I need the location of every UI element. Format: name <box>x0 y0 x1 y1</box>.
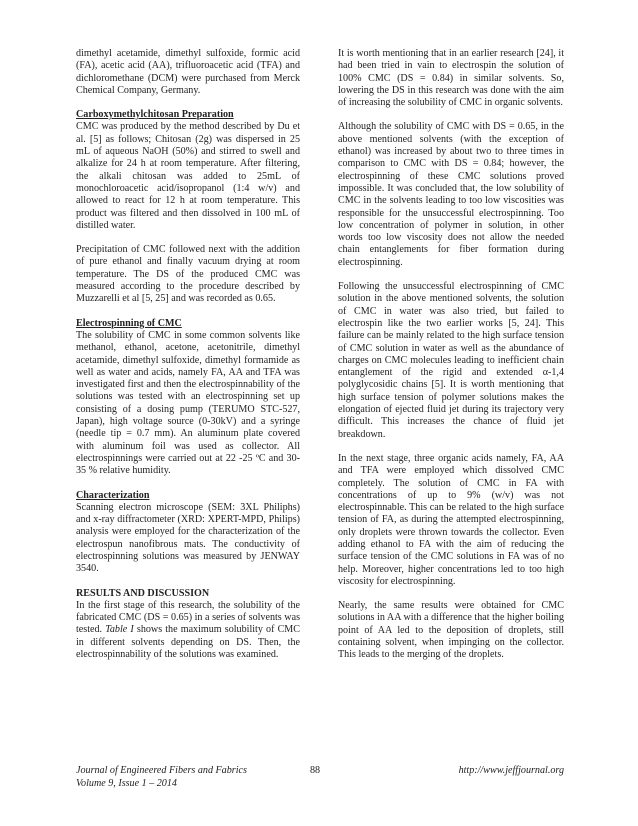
footer-page-number: 88 <box>310 765 321 776</box>
heading-electrospinning: Electrospinning of CMC <box>76 317 182 329</box>
results-text-a: In the first stage of this research, the solubility of the fabricated CMC (DS = 0.65) in a series of solvents was tested. <box>76 599 300 636</box>
footer-journal-name: Journal of Engineered Fibers and Fabrics <box>76 765 247 776</box>
table-reference-link[interactable]: Table I <box>105 624 134 636</box>
paragraph-results <box>76 600 300 661</box>
left-column <box>76 48 300 661</box>
paragraph-water-solution: Following the unsuccessful electrospinning of CMC solution in the above mentioned solvents, the solution of CMC in water was also tried, but failed to electrospin like the two earlier works [5, 24]. This failure can be mainly related to the high surface tension of CMC solution in water as well as the abundance of charges on CMC molecules leading to inefficient chain entanglement of the rigid and extended α-1,4 polyglycosidic chains [5]. It is worth mentioning that high surface tension of polymer solutions makes the elongation of ejected fluid jet during its trajectory very difficult. This increases the chance of fluid jet breakdown. <box>338 281 564 440</box>
paragraph-earlier-research: It is worth mentioning that in an earlier research [24], it had been tried in vain to electrospin the solution of 100% CMC (DS = 0.84) in similar solvents. So, lowering the DS in this research was done with the aim of increasing the solubility of CMC in organic solvents. <box>338 48 564 109</box>
paragraph-precipitation: Precipitation of CMC followed next with the addition of pure ethanol and finally vacuum drying at room temperature. The DS of the produced CMC was measured according to the procedure described by Muzzarelli et al [5, 25] and was recorded as 0.65. <box>76 244 300 305</box>
right-column <box>338 48 564 662</box>
heading-characterization: Characterization <box>76 489 150 501</box>
footer-journal-info <box>76 765 247 790</box>
paragraph-solubility: Although the solubility of CMC with DS = 0.65, in the above mentioned solvents (with the exception of ethanol) was increased by about two to three times in comparison to CMC with DS = 0.84; however, the electrospinning of these CMC solutions proved impossible. It was concluded that, the low solubility of CMC in the solvents leading to too low viscosities was responsible for the unsuccessful electrospinning. Too low concentration of polymer in solution, in other words too low viscosity does not allow the needed chain entanglements for fiber formation during electrospinning. <box>338 121 564 268</box>
paragraph-acetic-acid: Nearly, the same results were obtained for CMC solutions in AA with a difference that the higher boiling point of AA led to the deposition of droplets, still containing solvent, when impinging on the collector. This leads to the merging of the droplets. <box>338 600 564 661</box>
footer-volume: Volume 9, Issue 1 – 2014 <box>76 777 177 789</box>
footer-url-link[interactable]: http://www.jeffjournal.org <box>458 765 564 776</box>
paragraph-electrospinning: The solubility of CMC in some common solvents like methanol, ethanol, acetone, acetonitrile, dimethyl acetamide, dimethyl sulfoxide, dimethyl formamide as well as water and acids, namely FA, AA and TFA was investigated first and then the electrospinnability of the solutions was tested with an electrospinning set up consisting of a dosing pump (TERUMO STC-527, Japan), high voltage source (0-30kV) and a syringe (needle tip = 0.7 mm). An aluminum plate covered with aluminum foil was used as collector. All electrospinnings were carried out at 22 -25 ºC and 30-35 % relative humidity. <box>76 329 300 477</box>
paragraph-organic-acids: In the next stage, three organic acids namely, FA, AA and TFA were employed which dissolved CMC completely. The solution of CMC in FA with concentrations of up to 9% (w/v) was not electrospinnable. This can be related to the high surface tension of FA, as during the attempted electrospinning, only droplets were thrown towards the collector. Even adding ethanol to FA with the aim of reducing the surface tension of the CMC solutions in FA was of no help. Moreover, higher concentrations led to too high viscosity for electrospinning. <box>338 452 564 587</box>
paragraph-materials-end: dimethyl acetamide, dimethyl sulfoxide, formic acid (FA), acetic acid (AA), trifluoroacetic acid (TFA) and dichloromethane (DCM) were purchased from Merck Chemical Company, Germany. <box>76 48 300 96</box>
paragraph-cmc-preparation: CMC was produced by the method described by Du et al. [5] as follows; Chitosan (2g) was dispersed in 25 mL of aqueous NaOH (50%) and stirred to swell and alkalize for 24 h at room temperature. After filtering, the alkali chitosan was added to 25mL of monochloroacetic acid/isopropanol (1:4 w/v) and allowed to react for 12 h at room temperature. This product was filtered and then dissolved in 100 mL of distilled water. <box>76 121 300 231</box>
results-text-b: shows the maximum solubility of CMC in different solvents depending on DS. Then, the electrospinnability of the solutions was examined. <box>76 624 301 661</box>
paragraph-characterization: Scanning electron microscope (SEM: 3XL Philiphs) and x-ray diffractometer (XRD: XPERT-MPD, Philips) analysis were employed for the characterization of the electrospun nanofibrous mats. The conductivity of electrospinning solutions was measured by JENWAY 3540. <box>76 501 300 575</box>
heading-results-discussion: RESULTS AND DISCUSSION <box>76 587 210 599</box>
heading-cmc-preparation: Carboxymethylchitosan Preparation <box>76 109 234 121</box>
